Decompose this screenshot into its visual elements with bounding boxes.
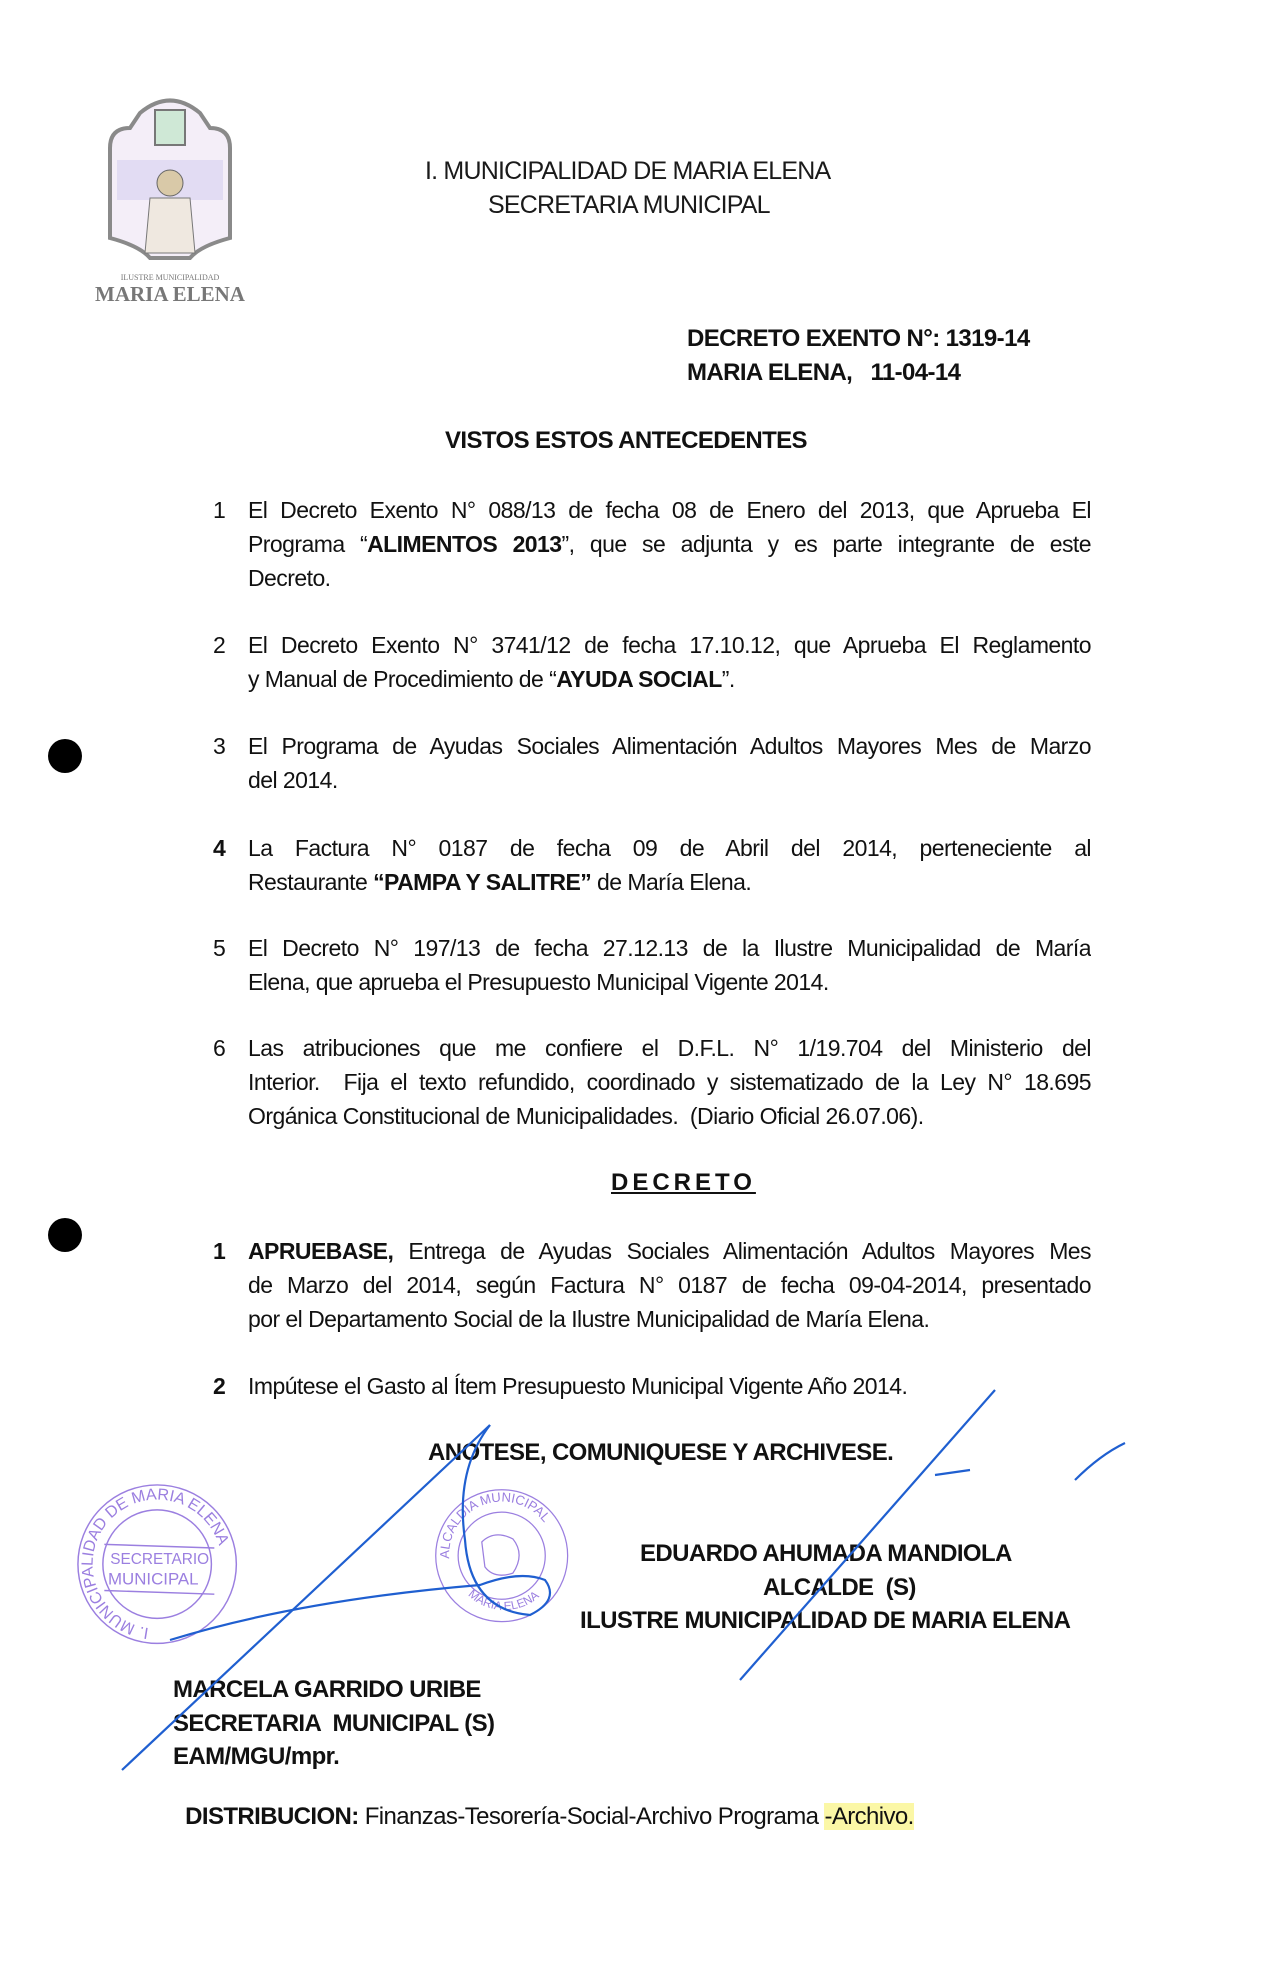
stamp-ring-top: ALCALDIA MUNICIPAL [437, 1489, 554, 1559]
distribution [173, 1775, 914, 1831]
item-number: 2 [213, 632, 226, 658]
item-line [248, 628, 1091, 662]
item-line [248, 1302, 1091, 1336]
item-line [248, 831, 1091, 865]
text-segment: Orgánica Constitucional de Municipalidades. (Diario Oficial 26.07.06). [248, 1103, 924, 1129]
text-segment: El Decreto N° 197/13 de fecha 27.12.13 de la Ilustre Municipalidad de María [248, 935, 1091, 961]
mayor-name: EDUARDO AHUMADA MANDIOLA [640, 1540, 1012, 1567]
item-line [248, 493, 1091, 527]
item-line [248, 729, 1091, 763]
secretary-name: MARCELA GARRIDO URIBE [173, 1676, 481, 1703]
text-segment: ”. [721, 666, 735, 692]
item-line [248, 527, 1091, 561]
bold-text: ALIMENTOS 2013 [367, 531, 562, 557]
item-number: 3 [213, 733, 226, 759]
initials: EAM/MGU/mpr. [173, 1743, 340, 1770]
item-number: 4 [213, 835, 226, 861]
punch-hole [48, 739, 82, 773]
item-number: 6 [213, 1035, 226, 1061]
secretary-stamp [75, 1482, 240, 1647]
text-segment: La Factura N° 0187 de fecha 09 de Abril del 2014, perteneciente al [248, 835, 1091, 861]
text-segment: Programa “ [248, 531, 368, 557]
stamp-line2: MUNICIPAL [108, 1569, 199, 1589]
header-line2: SECRETARIA MUNICIPAL [488, 191, 770, 219]
mayor-stamp [432, 1486, 572, 1626]
item-line [248, 1099, 1091, 1133]
item-line [248, 1268, 1091, 1302]
distribution-label: DISTRIBUCION: [185, 1803, 359, 1830]
text-segment: Impútese el Gasto al Ítem Presupuesto Municipal Vigente Año 2014. [248, 1373, 908, 1399]
municipal-logo [95, 88, 245, 308]
stamp-line1: SECRETARIO [110, 1551, 210, 1569]
text-segment: El Decreto Exento N° 3741/12 de fecha 17.10.12, que Aprueba El Reglamento [248, 632, 1091, 658]
header-line1: I. MUNICIPALIDAD DE MARIA ELENA [425, 157, 831, 185]
bold-text: “PAMPA Y SALITRE” [373, 869, 592, 895]
text-segment: Restaurante [248, 869, 374, 895]
item-number: 5 [213, 935, 226, 961]
decreto-title: DECRETO [611, 1169, 756, 1196]
mayor-org: ILUSTRE MUNICIPALIDAD DE MARIA ELENA [580, 1607, 1071, 1634]
text-segment: Elena, que aprueba el Presupuesto Municipal Vigente 2014. [248, 969, 829, 995]
punch-hole [48, 1218, 82, 1252]
item-line [248, 561, 1091, 595]
closing-text: ANOTESE, COMUNIQUESE Y ARCHIVESE. [428, 1439, 894, 1466]
text-segment: Entrega de Ayudas Sociales Alimentación Adultos Mayores Mes [393, 1238, 1091, 1264]
stamp-ring-text: I. MUNICIPALIDAD DE MARIA ELENA [78, 1485, 233, 1643]
item-line [248, 1031, 1091, 1065]
item-line [248, 1369, 1091, 1403]
svg-text:MARIA ELENA [466, 1587, 542, 1614]
bold-text: APRUEBASE, [248, 1238, 394, 1264]
item-line [248, 662, 1091, 696]
distribution-text: Finanzas-Tesorería-Social-Archivo Programa [358, 1803, 825, 1830]
text-segment: de Marzo del 2014, según Factura N° 0187 de fecha 09-04-2014, presentado [248, 1272, 1091, 1298]
text-segment: por el Departamento Social de la Ilustre Municipalidad de María Elena. [248, 1306, 930, 1332]
item-line [248, 1065, 1091, 1099]
item-line [248, 1234, 1091, 1268]
stamp-ring-bottom: MARIA ELENA [465, 1586, 542, 1614]
text-segment: ”, que se adjunta y es parte integrante de este [561, 531, 1091, 557]
mayor-role: ALCALDE (S) [763, 1574, 916, 1601]
text-segment: Decreto. [248, 565, 331, 591]
item-number: 1 [213, 497, 226, 523]
item-line [248, 763, 1091, 797]
decree-number: DECRETO EXENTO N°: 1319-14 [687, 325, 1030, 352]
secretary-role: SECRETARIA MUNICIPAL (S) [173, 1710, 495, 1737]
logo-name: MARIA ELENA [95, 282, 245, 306]
vistos-title: VISTOS ESTOS ANTECEDENTES [445, 427, 807, 454]
text-segment: de María Elena. [591, 869, 752, 895]
text-segment: El Programa de Ayudas Sociales Alimentación Adultos Mayores Mes de Marzo [248, 733, 1091, 759]
decree-place-date: MARIA ELENA, 11-04-14 [687, 359, 961, 386]
coat-of-arms-icon [95, 88, 245, 268]
svg-text:ALCALDIA MUNICIPAL [437, 1489, 553, 1558]
text-segment: del 2014. [248, 767, 338, 793]
distribution-highlight: -Archivo. [824, 1803, 914, 1830]
item-line [248, 931, 1091, 965]
text-segment: y Manual de Procedimiento de “ [248, 666, 557, 692]
item-line [248, 865, 1091, 899]
text-segment: El Decreto Exento N° 088/13 de fecha 08 de Enero del 2013, que Aprueba El [248, 497, 1091, 523]
text-segment: Interior. Fija el texto refundido, coordinado y sistematizado de la Ley N° 18.695 [248, 1069, 1091, 1095]
text-segment: Las atribuciones que me confiere el D.F.L. N° 1/19.704 del Ministerio del [248, 1035, 1091, 1061]
item-line [248, 965, 1091, 999]
item-number: 1 [213, 1238, 226, 1264]
bold-text: AYUDA SOCIAL [556, 666, 722, 692]
item-number: 2 [213, 1373, 226, 1399]
logo-small-text: ILUSTRE MUNICIPALIDAD [120, 273, 220, 282]
